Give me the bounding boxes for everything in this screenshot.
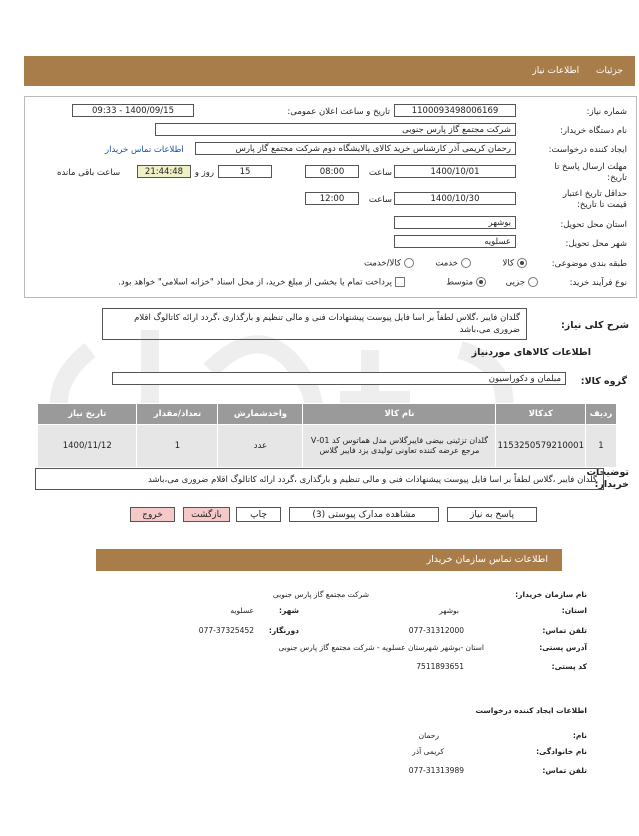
family-label: نام خانوادگی: xyxy=(536,747,587,756)
top-header-bar xyxy=(24,56,635,86)
table-row[interactable] xyxy=(38,425,617,468)
radio-medium-icon[interactable] xyxy=(476,277,486,287)
address-value: استان -بوشهر شهرستان عسلویه - شرکت مجتمع گاز پارس جنوبی xyxy=(278,643,484,652)
phone-label: تلفن تماس: xyxy=(542,626,587,635)
purchase-partial-option[interactable]: جزیی xyxy=(506,277,538,288)
creator-phone-label: تلفن تماس: xyxy=(542,766,587,775)
category-service-option[interactable]: خدمت xyxy=(435,258,471,269)
days-field: 15 xyxy=(218,165,272,178)
validity-time-field: 12:00 xyxy=(305,192,359,205)
exit-button[interactable]: خروج xyxy=(130,507,175,522)
family-value: کریمی آذر xyxy=(412,747,444,756)
address-label: آدرس پستی: xyxy=(539,643,587,652)
category-goods-option[interactable]: کالا xyxy=(503,258,527,269)
category-label: طبقه بندی موضوعی: xyxy=(551,259,627,269)
checkbox-icon[interactable] xyxy=(395,277,405,287)
creator-field: رحمان کریمی آذر کارشناس خرید کالای پالایشگاه دوم شرکت مجتمع گاز پارس xyxy=(195,142,516,155)
deadline-date-field: 1400/10/01 xyxy=(394,165,516,178)
radio-partial-icon[interactable] xyxy=(528,277,538,287)
view-documents-button[interactable]: مشاهده مدارک پیوستی (3) xyxy=(289,507,439,522)
col-unit: واحدشمارش xyxy=(218,404,303,425)
city-label: شهر محل تحویل: xyxy=(565,239,627,249)
fax-label: دورنگار: xyxy=(268,626,299,635)
col-name: نام کالا xyxy=(303,404,496,425)
col-row: ردیف xyxy=(586,404,617,425)
city-contact-value: عسلویه xyxy=(230,606,254,615)
buyer-label: نام دستگاه خریدار: xyxy=(560,126,627,136)
validity-time-label: ساعت xyxy=(368,195,392,205)
cell-unit: عدد xyxy=(218,425,303,468)
cell-name: گلدان تزئینی بیضی فایبرگلاس مدل هماتوس کد 01-V مرجع عرضه کننده تعاونی تولیدی یزد فایبر گلاس xyxy=(303,425,496,468)
deadline-time-field: 08:00 xyxy=(305,165,359,178)
summary-label: شرح کلی نیاز: xyxy=(560,320,629,331)
validity-date-field: 1400/10/30 xyxy=(394,192,516,205)
reply-button[interactable]: پاسخ به نیاز xyxy=(447,507,537,522)
fax-value: 077-37325452 xyxy=(198,626,254,635)
day-label: روز و xyxy=(194,168,214,178)
buyer-field: شرکت مجتمع گاز پارس جنوبی xyxy=(155,123,516,136)
city-contact-label: شهر: xyxy=(279,606,299,615)
creator-info-title: اطلاعات ایجاد کننده درخواست xyxy=(475,706,587,715)
table-header-row xyxy=(38,404,617,425)
postal-label: کد پستی: xyxy=(551,662,587,671)
col-qty: تعداد/مقدار xyxy=(137,404,218,425)
province-contact-value: بوشهر xyxy=(439,606,459,615)
contact-section-header: اطلاعات تماس سازمان خریدار xyxy=(96,549,562,571)
postal-value: 7511893651 xyxy=(416,662,464,671)
deadline-time-label: ساعت xyxy=(368,168,392,178)
goods-section-title: اطلاعات کالاهای موردنیاز xyxy=(471,347,591,358)
category-both-option[interactable]: کالا/خدمت xyxy=(364,258,414,269)
radio-both-icon[interactable] xyxy=(404,258,414,268)
need-number-label: شماره نیاز: xyxy=(586,107,627,117)
province-label: استان محل تحویل: xyxy=(560,220,627,230)
phone-value: 077-31312000 xyxy=(408,626,464,635)
radio-goods-icon[interactable] xyxy=(517,258,527,268)
cell-qty: 1 xyxy=(137,425,218,468)
name-value: رحمان xyxy=(418,731,439,740)
goods-group-field: مبلمان و دکوراسیون xyxy=(112,372,566,385)
summary-text: گلدان فایبر ،گلاس لطفاً بر اسا فایل پیوست پیشنهادات فنی و مالی تنظیم و بارگذاری ،گردد ارائه کاتالوگ اقلام ضروری می،باشد xyxy=(102,308,527,340)
back-button[interactable]: بازگشت xyxy=(183,507,230,522)
cell-row: 1 xyxy=(586,425,617,468)
goods-table xyxy=(37,403,617,468)
radio-service-icon[interactable] xyxy=(461,258,471,268)
cell-code: 1153250579210001 xyxy=(496,425,586,468)
creator-label: ایجاد کننده درخواست: xyxy=(548,145,627,155)
buyer-notes-label: توضیحات خریدار: xyxy=(586,467,629,490)
province-field: بوشهر xyxy=(394,216,516,229)
province-contact-label: استان: xyxy=(561,606,587,615)
org-label: نام سازمان خریدار: xyxy=(515,590,587,599)
org-value: شرکت مجتمع گاز پارس جنوبی xyxy=(272,590,369,599)
tab-details[interactable]: جزئیات xyxy=(596,66,623,76)
need-number-field: 1100093498006169 xyxy=(394,104,516,117)
print-button[interactable]: چاپ xyxy=(236,507,281,522)
purchase-medium-option[interactable]: متوسط xyxy=(446,277,486,288)
tab-need-info[interactable]: اطلاعات نیاز xyxy=(532,66,580,76)
validity-label: حداقل تاریخ اعتبار قیمت تا تاریخ: xyxy=(562,189,627,210)
announce-label: تاریخ و ساعت اعلان عمومی: xyxy=(287,107,390,117)
col-code: کدکالا xyxy=(496,404,586,425)
purchase-type-label: نوع فرآیند خرید: xyxy=(569,278,627,288)
remaining-label: ساعت باقی مانده xyxy=(57,168,121,178)
col-date: تاریخ نیاز xyxy=(38,404,137,425)
announce-field: 1400/09/15 - 09:33 xyxy=(72,104,194,117)
buyer-contact-link[interactable]: اطلاعات تماس خریدار xyxy=(105,145,184,155)
creator-phone-value: 077-31313989 xyxy=(408,766,464,775)
deadline-label: مهلت ارسال پاسخ تا تاریخ: xyxy=(554,162,627,183)
cell-date: 1400/11/12 xyxy=(38,425,137,468)
treasury-payment-option[interactable]: پرداخت تمام یا بخشی از مبلغ خرید، از محل اسناد "خزانه اسلامی" خواهد بود. xyxy=(118,277,405,288)
city-field: عسلویه xyxy=(394,235,516,248)
name-label: نام: xyxy=(572,731,587,740)
remaining-time-field: 21:44:48 xyxy=(137,165,191,178)
buyer-notes-text: گلدان فایبر ،گلاس لطفاً بر اسا فایل پیوست پیشنهادات فنی و مالی تنظیم و بارگذاری ،گردد ارائه کاتالوگ اقلام ضروری می،باشد xyxy=(35,468,604,490)
goods-group-label: گروه کالا: xyxy=(580,376,627,387)
